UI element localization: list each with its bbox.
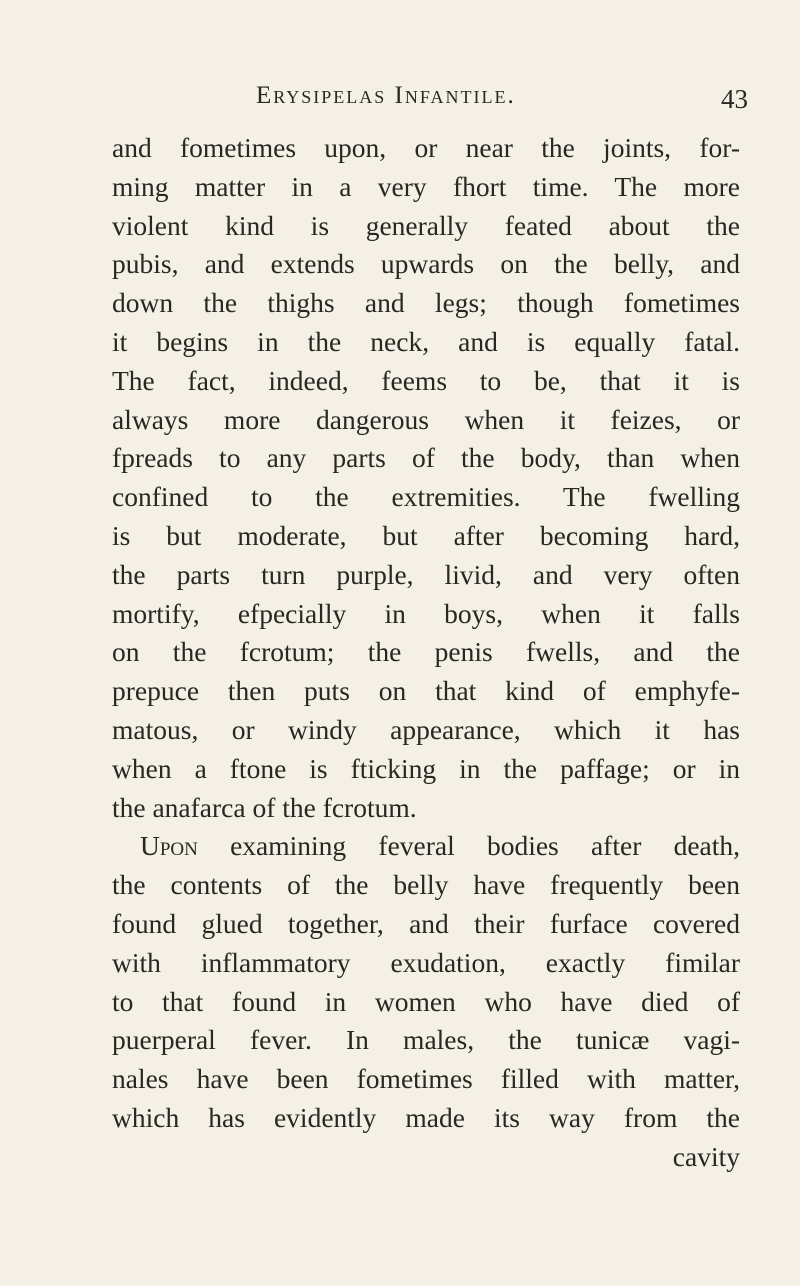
running-title: Erysipelas Infantile. [256, 82, 516, 109]
lead-word: Upon [140, 830, 198, 862]
text-line: puerperal fever. In males, the tunicæ vagi- [112, 1024, 740, 1056]
text-line: it begins in the neck, and is equally fatal. [112, 325, 740, 357]
text-line: violent kind is generally feated about the [112, 209, 740, 241]
text-line: matous, or windy appearance, which it has [112, 713, 740, 745]
page-number: 43 [721, 84, 748, 114]
text-line: on the fcrotum; the penis fwells, and the [112, 636, 740, 668]
text-line: found glued together, and their furface covered [112, 907, 740, 939]
paragraph-first-line [112, 827, 740, 866]
text-line: nales have been fometimes filled with matter, [112, 1063, 740, 1095]
text-line: to that found in women who have died of [112, 985, 740, 1017]
text-line: The fact, indeed, feems to be, that it is [112, 364, 740, 396]
text-line: fpreads to any parts of the body, than when [112, 442, 740, 474]
text-line: which has evidently made its way from the [112, 1101, 740, 1133]
text-line: and fometimes upon, or near the joints, for- [112, 132, 740, 163]
text-line: pubis, and extends upwards on the belly, and [112, 248, 740, 280]
text-line: is but moderate, but after becoming hard, [112, 519, 740, 551]
text-line: with inflammatory exudation, exactly fimilar [112, 946, 740, 978]
text-line: the contents of the belly have frequently been [112, 869, 740, 901]
first-line-rest: examining feveral bodies after death, [197, 830, 740, 862]
text-line: always more dangerous when it feizes, or [112, 403, 740, 435]
text-line: when a ftone is fticking in the paffage; or in [112, 752, 740, 784]
text-line: down the thighs and legs; though fometimes [112, 287, 740, 319]
body-text [112, 129, 740, 1177]
text-line: the anafarca of the fcrotum. [112, 791, 417, 823]
catchword: cavity [672, 1140, 740, 1172]
text-line: the parts turn purple, livid, and very often [112, 558, 740, 590]
text-line: prepuce then puts on that kind of emphyfe- [112, 675, 740, 707]
text-line: ming matter in a very fhort time. The more [112, 170, 740, 202]
text-line: confined to the extremities. The fwelling [112, 481, 740, 513]
running-head [256, 80, 748, 120]
text-line: mortify, efpecially in boys, when it falls [112, 597, 740, 629]
